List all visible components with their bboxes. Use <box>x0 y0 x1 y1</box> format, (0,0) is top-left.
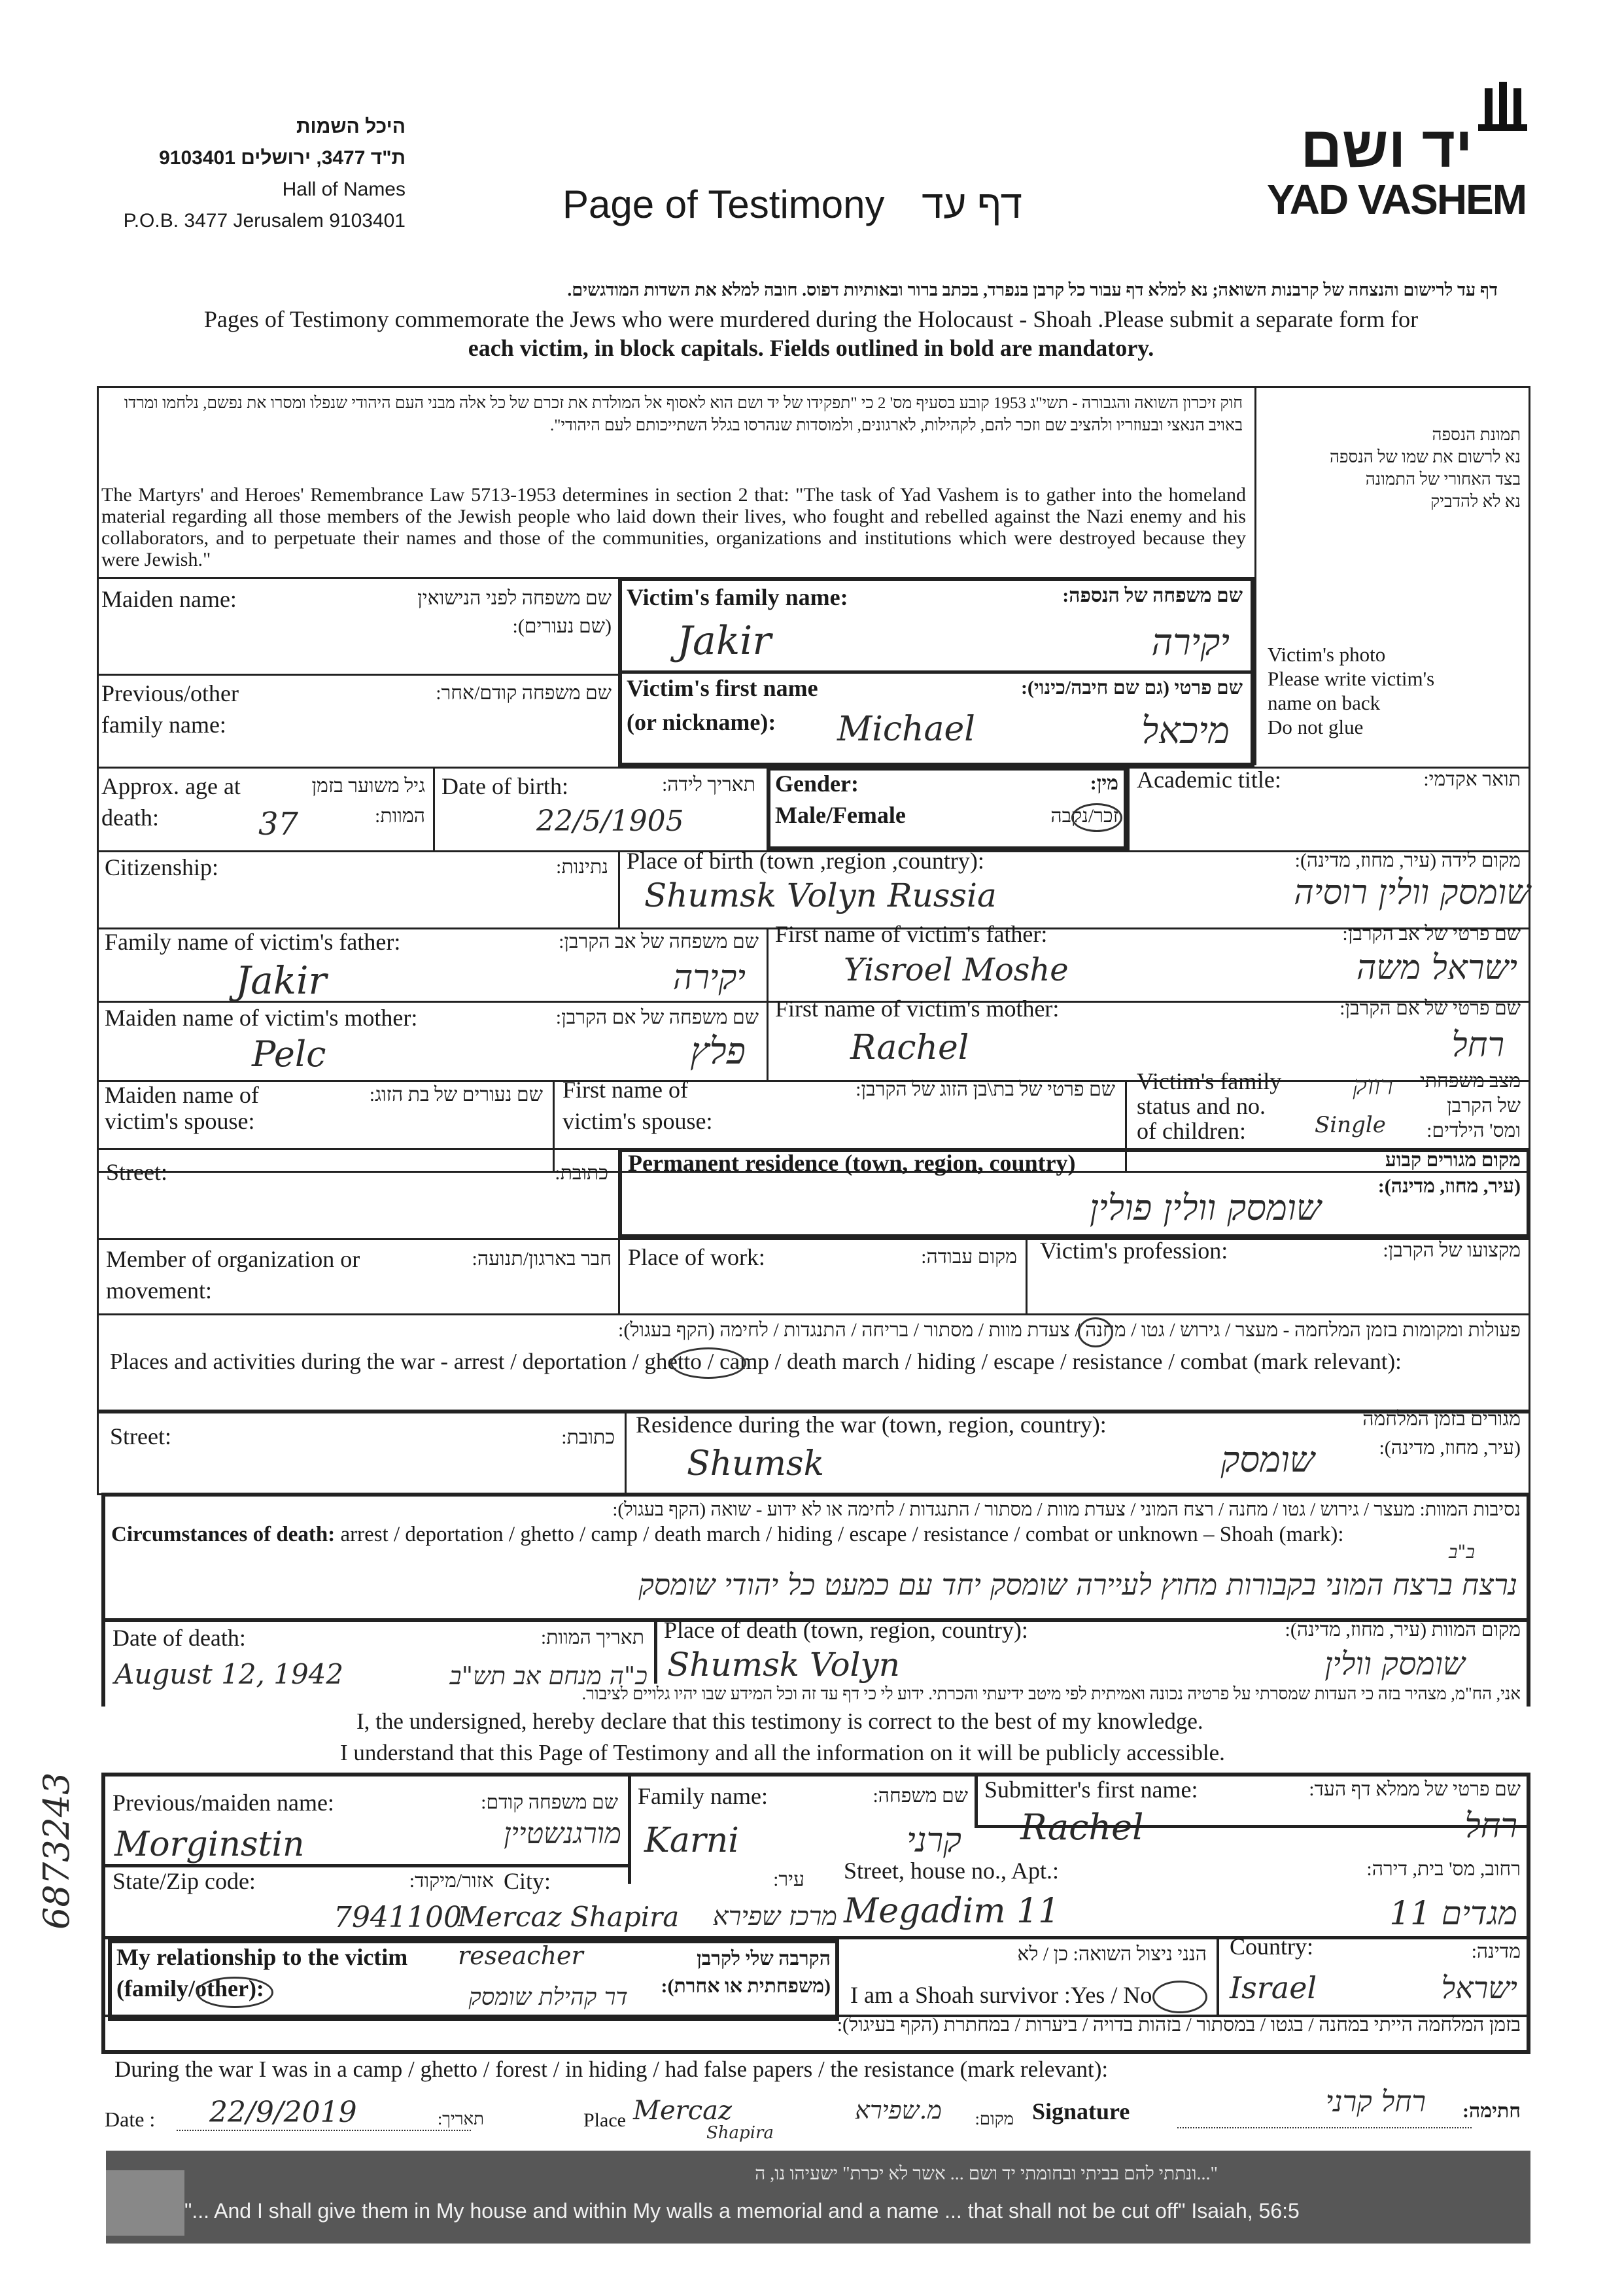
first-name-label-1: Victim's first name <box>627 675 818 701</box>
rule <box>101 1864 628 1867</box>
footer-redaction <box>106 2170 184 2236</box>
rule <box>975 1773 978 1825</box>
sub-first-he-value[interactable]: רחל <box>1464 1807 1517 1846</box>
war-street-he: כתובת: <box>561 1427 615 1448</box>
father-family-en-value[interactable]: Jakir <box>235 958 327 1003</box>
instructions-he: דף עד לרישום והנצחה של קרבנות השואה; נא למלא דף עבור כל קרבן בנפרד, בכתב ברור ובאותיות דפוס. חובה למלא את השדות המודגשים. <box>567 280 1498 300</box>
academic-label: Academic title: <box>1137 767 1281 793</box>
spouse-first-label-1: First name of <box>562 1077 688 1103</box>
instructions-en-2: each victim, in block capitals. Fields outlined in bold are mandatory. <box>468 335 1154 361</box>
father-family-he: שם משפחה של אב הקרבן: <box>559 931 759 952</box>
age-label-2: death: <box>101 805 159 831</box>
family-status-he-3: ומס' הילדים: <box>1426 1120 1521 1141</box>
age-he <box>288 774 425 828</box>
male-circle <box>1071 803 1122 832</box>
father-family-label: Family name of victim's father: <box>105 929 401 955</box>
during-he: בזמן המלחמה הייתי במחנה / בגטו / במסתור / בזהות בדויה / ביערות / במחתרת (הקף בעיגול): <box>837 2014 1521 2036</box>
work-he: מקום עבודה: <box>921 1246 1017 1268</box>
age-he-1: גיל משוער בזמן <box>311 775 425 797</box>
dod-label: Date of death: <box>112 1625 246 1651</box>
country-label: Country: <box>1230 1933 1314 1960</box>
declaration-en-2: I understand that this Page of Testimony and all the information on it will be publicly accessible. <box>340 1740 1225 1765</box>
academic-he: תואר אקדמי: <box>1423 769 1521 790</box>
rule <box>975 1825 1530 1828</box>
member-label-2: movement: <box>106 1277 212 1304</box>
mother-maiden-he: שם משפחה של אם הקרבן: <box>555 1007 759 1028</box>
country-he-value[interactable]: ישראל <box>1441 1970 1517 2005</box>
rule <box>618 1238 620 1313</box>
street2-he: רחוב, מס' בית, דירה: <box>1366 1858 1521 1880</box>
first-name-label <box>627 675 818 735</box>
signature-label: Signature <box>1032 2098 1130 2124</box>
prev-family-label <box>101 680 239 738</box>
spouse-first-he: שם פרטי של בת\בן הזוג של הקרבן: <box>855 1079 1115 1100</box>
age-he-2: המוות: <box>374 805 425 827</box>
hall-of-names-address <box>92 111 406 237</box>
rule <box>767 927 769 1080</box>
street2-label: Street, house no., Apt.: <box>844 1858 1059 1884</box>
perm-res-he-1: מקום מגורים קבוע <box>1385 1149 1521 1171</box>
gender-label: Gender: <box>775 771 859 797</box>
profession-label: Victim's profession: <box>1040 1238 1228 1264</box>
pod-he-value[interactable]: שומסק וולין <box>1324 1646 1465 1682</box>
place-he-value[interactable]: מ.שפירא <box>855 2096 942 2124</box>
war-res-he-value[interactable]: שומסק <box>1220 1439 1315 1480</box>
profession-he: מקצועו של הקרבן: <box>1383 1239 1521 1261</box>
other-circle <box>196 1977 273 2008</box>
rule <box>625 1412 627 1495</box>
country-he: מדינה: <box>1471 1941 1521 1962</box>
family-status-label-1: Victim's family <box>1137 1068 1282 1094</box>
instructions-en-1: Pages of Testimony commemorate the Jews who were murdered during the Holocaust - Shoah .Please submit a separate form for <box>203 306 1419 332</box>
page-title <box>562 182 1022 227</box>
signature-value[interactable]: רחל קרני <box>1325 2085 1426 2119</box>
member-label <box>106 1246 360 1304</box>
date-line <box>177 2130 471 2131</box>
family-name-he: שם משפחה של הנספה: <box>1062 585 1243 606</box>
spouse-first-label <box>562 1077 712 1134</box>
mother-maiden-en-value[interactable]: Pelc <box>252 1033 326 1075</box>
title-he: דף עד <box>922 182 1022 226</box>
sub-prev-label: Previous/maiden name: <box>112 1790 334 1816</box>
relationship-he-value[interactable]: דר קהילת שומסק <box>468 1984 628 2011</box>
dob-value[interactable]: 22/5/1905 <box>536 805 684 838</box>
zip-value[interactable]: 7941100 <box>334 1901 462 1934</box>
perm-res-he-2: (עיר, מחוז, מדינה): <box>1377 1175 1521 1197</box>
sub-first-label: Submitter's first name: <box>984 1777 1198 1803</box>
gender-he-options: זכר/נקבה <box>1050 805 1118 827</box>
photo-en-1: Victim's photo <box>1268 643 1386 666</box>
age-label <box>101 773 241 831</box>
first-name-en-value[interactable]: Michael <box>837 710 975 749</box>
spouse-maiden-he: שם נעורים של בת הזוג: <box>369 1084 543 1105</box>
sub-family-en-value[interactable]: Karni <box>644 1821 739 1860</box>
footer-band <box>106 2151 1530 2244</box>
place-en-value-2[interactable]: Shapira <box>706 2123 774 2143</box>
yad-vashem-logo <box>1256 78 1537 229</box>
place-label: Place <box>583 2109 626 2131</box>
perm-res-value[interactable]: שומסק וולין פולין <box>1089 1187 1321 1228</box>
circumstances-label-bold: Circumstances of death: <box>111 1523 336 1546</box>
state-label: State/Zip code: <box>112 1868 256 1894</box>
spouse-maiden-label <box>105 1082 259 1134</box>
sub-prev-he: שם משפחה קודם: <box>481 1792 618 1813</box>
family-name-label: Victim's family name: <box>627 584 848 610</box>
circumstances-value[interactable]: נרצח ברצח המוני בקבורות מחוץ לעיירה שומסק יחד עם כמעט כל יהודי שומסק <box>638 1569 1517 1602</box>
place-he: מקום: <box>975 2109 1014 2128</box>
family-status-he-value[interactable]: רווק <box>1353 1071 1393 1101</box>
perm-res-he <box>1341 1147 1521 1200</box>
rule <box>433 767 435 850</box>
mother-first-label: First name of victim's mother: <box>775 996 1060 1022</box>
family-status-en-value[interactable]: Single <box>1315 1112 1386 1138</box>
maiden-name-he-2: (שם נעורים): <box>512 615 612 637</box>
father-first-en-value[interactable]: Yisroel Moshe <box>844 952 1069 988</box>
sub-first-en-value[interactable]: Rachel <box>1020 1807 1144 1848</box>
sub-family-he: שם משפחה: <box>872 1785 968 1807</box>
perm-res-label: Permanent residence (town, region, country) <box>628 1150 1076 1176</box>
city-en-value[interactable]: Mercaz Shapira <box>458 1901 680 1933</box>
war-street-label: Street: <box>110 1423 171 1449</box>
city-label: City: <box>504 1868 551 1894</box>
member-label-1: Member of organization or <box>106 1246 360 1272</box>
street-label: Street: <box>106 1159 167 1185</box>
declaration-he: אני, הח"מ, מצהיר בזה כי העדות שמסרתי על פרטיה נכונה ואמיתית לפי מיטב ידיעתי והכרתי. ידוע לי כי דף עד זה וכל המידע שבו יהיו גלויים לציבור. <box>581 1684 1521 1703</box>
prev-family-label-1: Previous/other <box>101 680 239 706</box>
war-res-label: Residence during the war (town, region, country): <box>636 1412 1107 1438</box>
date-value[interactable]: 22/9/2019 <box>209 2096 357 2129</box>
sub-family-he-value[interactable]: קרני <box>907 1821 961 1860</box>
rule <box>97 674 618 676</box>
maiden-name-label: Maiden name: <box>101 586 237 612</box>
law-en: The Martyrs' and Heroes' Remembrance Law 5713-1953 determines in section 2 that: "The task of Yad Vashem is to gather into the homeland material regarding all those members of the Jewish people who laid down their lives, who fought and rebelled against the Nazi enemy and his collaborators, and to perpetuate their names and those of the communities, organizations and institutions which were destroyed because they were Jewish." <box>101 484 1246 570</box>
rule <box>618 670 1254 674</box>
spouse-first-label-2: victim's spouse: <box>562 1108 713 1134</box>
city-he: עיר: <box>773 1869 804 1890</box>
photo-divider <box>1254 386 1256 765</box>
title-en: Page of Testimony <box>562 182 885 226</box>
logo-he: יד ושם <box>1300 114 1473 179</box>
rule <box>1217 1936 1219 2015</box>
relationship-he <box>654 1945 831 2000</box>
date-label: Date : <box>105 2107 156 2131</box>
footer-he: "...ונתתי להם בביתי ובחומתי יד ושם ... אשר לא יכרת" ישעיהו נו, ה <box>755 2164 1218 2184</box>
circumstances-note: ב"ב <box>1449 1541 1475 1563</box>
relationship-he-2: (משפחתית או אחרת): <box>661 1975 831 1997</box>
age-label-1: Approx. age at <box>101 773 241 799</box>
war-res-he-2: (עיר, מחוז, מדינה): <box>1379 1437 1521 1459</box>
father-first-label: First name of victim's father: <box>775 921 1048 947</box>
work-label: Place of work: <box>628 1244 765 1270</box>
side-number: 6873243 <box>36 1772 77 1930</box>
street2-en-value[interactable]: Megadim 11 <box>844 1892 1060 1931</box>
sub-prev-he-value[interactable]: מורגנשטיין <box>504 1817 621 1850</box>
pob-label: Place of birth (town ,region ,country): <box>627 848 984 874</box>
survivor-label: I am a Shoah survivor :Yes / No <box>850 1982 1152 2008</box>
father-first-he-value[interactable]: ישראל משה <box>1356 948 1517 988</box>
circumstances-label <box>111 1521 1344 1548</box>
mother-first-en-value[interactable]: Rachel <box>850 1028 969 1067</box>
war-res-he <box>1341 1405 1521 1463</box>
gender-he: מין: <box>1090 772 1118 794</box>
law-he: חוק זיכרון השואה והגבורה - תשי"ג 1953 קובע בסעיף מס' 2 כי "תפקידו של יד ושם הוא לאסוף אל המולדת את זכרם של כל אלה מבני העם היהודי שנפלו ומסרו את נפשם, נלחמו ומרדו באויב הנאצי ובעוזריו ולהציב שם וזכר להם, לקהילות, לארגונים, ולמוסדות שנהרסו בגלל השתייכותם לעם היהודי". <box>124 394 1243 434</box>
no-circle <box>1152 1981 1207 2013</box>
pod-en-value[interactable]: Shumsk Volyn <box>667 1646 900 1684</box>
city-he-value[interactable]: מרכז שפירא <box>712 1901 837 1932</box>
signature-he: חתימה: <box>1462 2100 1521 2122</box>
survivor-he: הנני ניצול השואה: כן / לא <box>1017 1943 1207 1965</box>
family-status-he <box>1400 1069 1521 1143</box>
dod-en-value[interactable]: August 12, 1942 <box>114 1658 344 1690</box>
dod-he: תאריך המוות: <box>540 1627 644 1648</box>
ghetto-he-circle <box>1078 1317 1113 1347</box>
rule <box>97 1238 1530 1240</box>
country-en-value[interactable]: Israel <box>1230 1970 1317 2005</box>
member-he: חבר בארגון/תנועה: <box>472 1248 612 1270</box>
date-he: תאריך: <box>437 2109 484 2128</box>
activities-he: פעולות ומקומות בזמן המלחמה - מעצר / גירוש / גטו / מחנה / צעדת מוות / מסתור / בריחה / התנגדות / לחימה (הקף בעגול): <box>618 1319 1521 1341</box>
footer-en: "... And I shall give them in My house and within My walls a memorial and a name ... that shall not be cut off" Isaiah, 56:5 <box>184 2199 1300 2223</box>
prev-family-he: שם משפחה קודם/אחר: <box>436 682 612 704</box>
first-name-he: שם פרטי (גם שם חיבה/כינוי): <box>1020 677 1243 699</box>
signature-line <box>1177 2127 1472 2128</box>
instructions-en <box>98 305 1524 362</box>
maiden-name-he: שם משפחה לפני הנישואין <box>417 587 612 609</box>
rule <box>97 1313 1530 1315</box>
ghetto-circle <box>670 1347 746 1379</box>
citizenship-label: Citizenship: <box>105 854 218 880</box>
pod-he: מקום המוות (עיר, מחוז, מדינה): <box>1285 1619 1521 1640</box>
street-he: כתובת: <box>555 1162 608 1184</box>
sub-prev-en-value[interactable]: Morginstin <box>114 1825 305 1864</box>
mother-first-he-value[interactable]: רחל <box>1451 1026 1504 1065</box>
circumstances-he: נסיבות המוות: מעצר / גירוש / גטו / מחנה / רצח המוני / צעדת מוות / מסתור / התנגדות / לחימה או לא ידוע - שואה (הקף בעגול): <box>612 1499 1521 1520</box>
family-status-label-2: status and no. <box>1137 1093 1266 1119</box>
citizenship-he: נתינות: <box>556 856 608 878</box>
family-name-he-value[interactable]: יקירה <box>1151 621 1230 664</box>
photo-he-4: נא לא להדביק <box>1430 492 1521 511</box>
prev-family-label-2: family name: <box>101 712 226 738</box>
circumstances-label-opts: arrest / deportation / ghetto / camp / death march / hiding / escape / resistance / combat or unknown – Shoah (mark): <box>340 1523 1344 1546</box>
war-res-he-1: מגורים בזמן המלחמה <box>1362 1408 1521 1430</box>
mother-first-he: שם פרטי של אם הקרבן: <box>1339 997 1521 1019</box>
photo-en-4: Do not glue <box>1268 716 1364 738</box>
father-family-he-value[interactable]: יקירה <box>672 958 746 997</box>
dob-label: Date of birth: <box>441 773 568 799</box>
photo-he-1: תמונת הנספה <box>1432 425 1521 444</box>
sub-family-label: Family name: <box>638 1783 768 1809</box>
spouse-maiden-label-2: victim's spouse: <box>105 1108 255 1134</box>
hall-he-1: היכל השמות <box>296 116 406 137</box>
relationship-label-2: (family/other): <box>116 1975 264 2002</box>
photo-he-2: נא לרשום את שמו של הנספה <box>1329 447 1521 466</box>
dod-he-value[interactable]: כ"ה מנחם אב תש"ב <box>449 1661 648 1690</box>
rule <box>1026 1238 1028 1313</box>
rule <box>654 1618 657 1684</box>
photo-note-en <box>1268 642 1434 739</box>
declaration-en-1: I, the undersigned, hereby declare that this testimony is correct to the best of my knowledge. <box>356 1708 1203 1734</box>
mother-maiden-he-value[interactable]: פלץ <box>690 1030 746 1073</box>
relationship-en-value[interactable]: reseacher <box>458 1941 583 1970</box>
pob-en-value[interactable]: Shumsk Volyn Russia <box>644 876 997 914</box>
family-status-he-1: מצב משפחתי <box>1419 1070 1521 1092</box>
relationship-label-1: My relationship to the victim <box>116 1944 408 1970</box>
during-label: During the war I was in a camp / ghetto / forest / in hiding / had false papers / the resistance (mark relevant): <box>114 2056 1109 2082</box>
pod-label: Place of death (town, region, country): <box>664 1617 1028 1643</box>
dob-he: תאריך לידה: <box>661 774 755 795</box>
photo-en-3: name on back <box>1268 691 1381 714</box>
first-name-he-value[interactable]: מיכאל <box>1141 710 1230 752</box>
first-name-label-2: (or nickname): <box>627 709 776 735</box>
family-status-label-3: of children: <box>1137 1118 1246 1144</box>
photo-he-3: בצד האחורי של התמונה <box>1365 470 1521 489</box>
gender-options: Male/Female <box>775 802 906 828</box>
hall-he-2: ת"ד 3477, ירושלים 9103401 <box>159 147 406 169</box>
rule <box>618 850 620 927</box>
hall-en-1: Hall of Names <box>282 179 406 200</box>
pob-he: מקום לידה (עיר, מחוז, מדינה): <box>1294 850 1521 871</box>
sub-first-he: שם פרטי של ממלא דף העד: <box>1309 1778 1521 1800</box>
rule <box>628 1773 631 1884</box>
photo-note-he <box>1262 424 1521 513</box>
family-name-en-value[interactable]: Jakir <box>677 618 772 664</box>
family-status-he-2: של הקרבן <box>1447 1095 1521 1117</box>
age-value[interactable]: 37 <box>258 806 299 842</box>
place-en-value-1[interactable]: Mercaz <box>633 2096 733 2126</box>
activities-label: Places and activities during the war - arrest / deportation / ghetto / camp / death march / hiding / escape / resistance / combat (mark relevant): <box>110 1349 1402 1374</box>
family-status-label <box>1137 1069 1281 1143</box>
mother-maiden-label: Maiden name of victim's mother: <box>105 1005 418 1031</box>
spouse-maiden-label-1: Maiden name of <box>105 1082 259 1108</box>
war-res-en-value[interactable]: Shumsk <box>687 1444 825 1483</box>
photo-en-2: Please write victim's <box>1268 667 1435 690</box>
rule <box>1128 767 1130 850</box>
logo-en: YAD VASHEM <box>1266 176 1527 223</box>
pob-he-value[interactable]: שומסק וולין רוסיה <box>1294 873 1530 912</box>
relationship-he-1: הקרבה שלי לקרבן <box>697 1948 831 1969</box>
father-first-he: שם פרטי של אב הקרבן: <box>1342 923 1521 945</box>
state-he: אזור/מיקוד: <box>409 1870 494 1892</box>
street2-he-value[interactable]: מגדים 11 <box>1389 1894 1517 1932</box>
hall-en-2: P.O.B. 3477 Jerusalem 9103401 <box>123 210 406 232</box>
